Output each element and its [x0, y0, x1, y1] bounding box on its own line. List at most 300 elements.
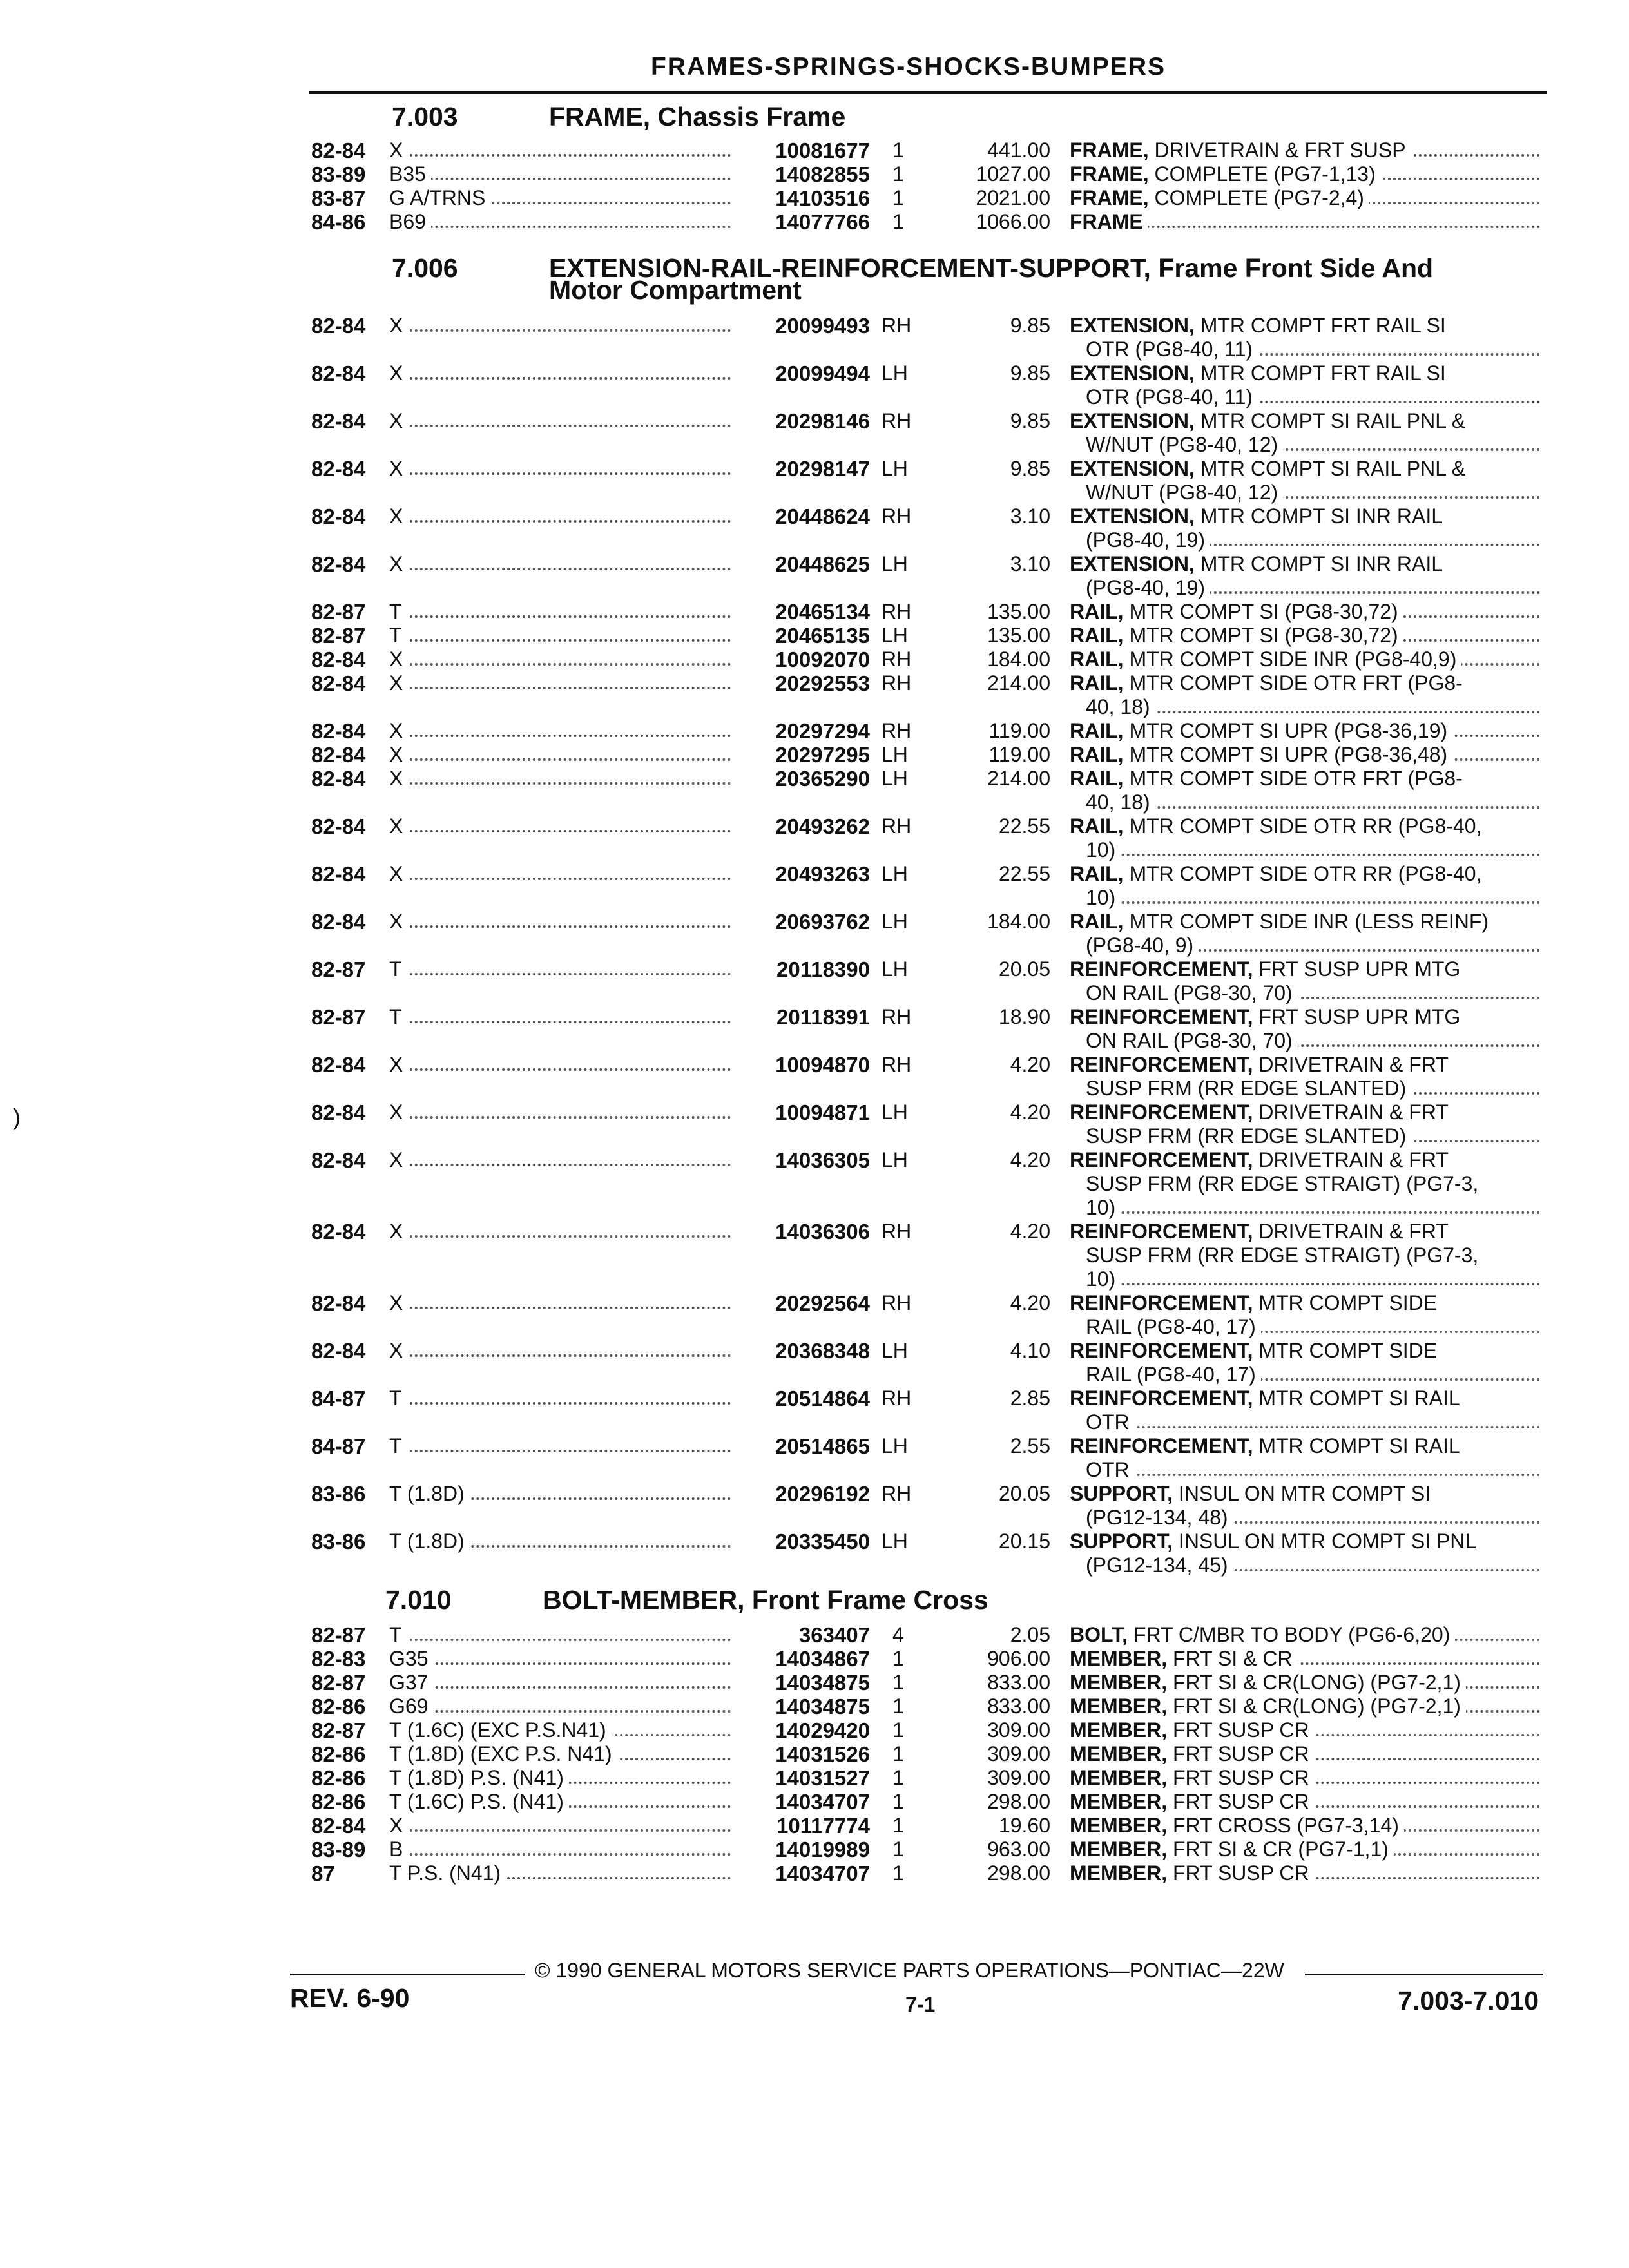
- model-code: [389, 648, 731, 671]
- model-code: [389, 162, 731, 186]
- model-code: [389, 1838, 731, 1861]
- description-text: [1070, 1695, 1466, 1718]
- model-code: [389, 1718, 731, 1742]
- footer-rule-left: [290, 1974, 525, 1975]
- model-years: 82-87: [311, 1005, 366, 1029]
- description-continued: [1086, 1029, 1540, 1053]
- price: 309.00: [987, 1718, 1050, 1742]
- description-text: [1070, 1718, 1315, 1742]
- row-line: [0, 600, 1629, 624]
- model-years: 82-84: [311, 719, 366, 743]
- model-code-text: X: [389, 862, 408, 885]
- description-noun: EXTENSION,: [1070, 409, 1195, 432]
- row-line: [0, 957, 1629, 981]
- part-number: 20099494: [775, 361, 870, 385]
- model-code: [389, 767, 731, 791]
- quantity: 1: [892, 1671, 904, 1694]
- model-code-text: T (1.8D) P.S. (N41): [389, 1766, 569, 1789]
- description: [1070, 210, 1540, 234]
- description-continued-text: 40, 18): [1086, 695, 1155, 718]
- row-line: [0, 767, 1629, 791]
- quantity: LH: [882, 957, 908, 981]
- quantity: RH: [882, 719, 912, 742]
- quantity: LH: [882, 767, 908, 790]
- part-number: 20298147: [775, 457, 870, 481]
- quantity: 1: [892, 1766, 904, 1789]
- model-code-text: T: [389, 1623, 407, 1646]
- description-noun: RAIL,: [1070, 719, 1124, 742]
- description: [1070, 139, 1540, 162]
- model-years: 82-84: [311, 552, 366, 576]
- description-noun: REINFORCEMENT,: [1070, 1148, 1253, 1171]
- description-continued-text: (PG12-134, 48): [1086, 1506, 1233, 1529]
- description-text: [1070, 1482, 1436, 1505]
- description-detail: COMPLETE (PG7-2,4): [1154, 186, 1364, 209]
- description: [1070, 624, 1540, 648]
- model-code: [389, 624, 731, 648]
- description-noun: REINFORCEMENT,: [1070, 1291, 1253, 1314]
- description-noun: REINFORCEMENT,: [1070, 1434, 1253, 1457]
- description-text: [1070, 910, 1494, 933]
- description: [1070, 1695, 1540, 1718]
- model-code: [389, 1053, 731, 1077]
- row-line: [0, 981, 1629, 1005]
- description-detail: INSUL ON MTR COMPT SI PNL: [1178, 1530, 1477, 1553]
- model-years: 82-87: [311, 1718, 366, 1742]
- description-continued-text: SUSP FRM (RR EDGE STRAIGT) (PG7-3,: [1086, 1172, 1483, 1195]
- part-number: 14029420: [775, 1718, 870, 1742]
- row-line: [0, 162, 1629, 186]
- description: [1070, 409, 1540, 433]
- description-text: [1070, 1220, 1454, 1243]
- row-line: [0, 886, 1629, 910]
- description-detail: FRT SUSP CR: [1173, 1766, 1309, 1789]
- model-code-text: X: [389, 1339, 408, 1362]
- quantity: 1: [892, 162, 904, 186]
- row-line: [0, 186, 1629, 210]
- footer-rule-right: [1305, 1974, 1543, 1975]
- row-line: [0, 1124, 1629, 1148]
- quantity: RH: [882, 1482, 912, 1505]
- description: [1070, 1148, 1540, 1172]
- description-text: [1070, 1671, 1466, 1694]
- description-detail: MTR COMPT SIDE: [1258, 1291, 1438, 1314]
- dot-leader: [389, 1853, 731, 1856]
- model-code: [389, 814, 731, 838]
- model-code-text: T: [389, 957, 407, 981]
- description-detail: DRIVETRAIN & FRT SUSP: [1154, 139, 1406, 162]
- dot-leader: [389, 1235, 731, 1238]
- description-detail: FRT SUSP CR: [1173, 1718, 1309, 1742]
- model-code-text: T: [389, 1387, 407, 1410]
- section-title: EXTENSION-RAIL-REINFORCEMENT-SUPPORT, Frame Front Side And: [549, 253, 1434, 283]
- quantity: LH: [882, 1148, 908, 1171]
- row-line: [0, 1100, 1629, 1124]
- quantity: 1: [892, 1861, 904, 1885]
- description-continued: [1086, 481, 1540, 505]
- model-years: 83-87: [311, 186, 366, 210]
- description-continued-text: RAIL (PG8-40, 17): [1086, 1363, 1261, 1386]
- description-detail: DRIVETRAIN & FRT: [1258, 1220, 1449, 1243]
- price: 298.00: [987, 1790, 1050, 1813]
- row-line: [0, 1814, 1629, 1838]
- description-detail: MTR COMPT SI RAIL PNL &: [1200, 409, 1466, 432]
- section-number: 7.010: [385, 1585, 452, 1615]
- description-text: [1070, 1434, 1465, 1457]
- description-detail: FRT SI & CR(LONG) (PG7-2,1): [1173, 1695, 1461, 1718]
- dot-leader: [389, 1402, 731, 1405]
- row-line: [0, 481, 1629, 505]
- description-continued: [1086, 1410, 1540, 1434]
- description-text: [1070, 457, 1470, 480]
- model-years: 83-89: [311, 162, 366, 186]
- description: [1070, 1718, 1540, 1742]
- model-code-text: X: [389, 743, 408, 766]
- quantity: LH: [882, 457, 908, 480]
- quantity: 1: [892, 1790, 904, 1813]
- description-continued: [1086, 838, 1540, 862]
- description-continued-text: (PG8-40, 9): [1086, 934, 1199, 957]
- part-number: 14077766: [775, 210, 870, 234]
- description-continued-text: 10): [1086, 1196, 1121, 1219]
- description-continued-text: SUSP FRM (RR EDGE SLANTED): [1086, 1124, 1411, 1148]
- description-text: [1070, 1100, 1454, 1124]
- row-line: [0, 1005, 1629, 1029]
- description-text: [1070, 210, 1148, 233]
- quantity: RH: [882, 314, 912, 337]
- quantity: RH: [882, 648, 912, 671]
- model-code-text: G69: [389, 1695, 433, 1718]
- model-years: 83-86: [311, 1530, 366, 1553]
- dot-leader: [389, 520, 731, 523]
- part-number: 10094870: [775, 1053, 870, 1077]
- row-line: [0, 1387, 1629, 1410]
- part-number: 20335450: [775, 1530, 870, 1553]
- row-line: [0, 1220, 1629, 1244]
- description-detail: MTR COMPT SI RAIL: [1258, 1434, 1460, 1457]
- quantity: RH: [882, 1291, 912, 1314]
- dot-leader: [389, 735, 731, 737]
- description-noun: RAIL,: [1070, 648, 1124, 671]
- model-code-text: T (1.8D): [389, 1482, 470, 1505]
- description-detail: FRT SI & CR (PG7-1,1): [1173, 1838, 1389, 1861]
- model-years: 82-84: [311, 671, 366, 695]
- description: [1070, 1053, 1540, 1077]
- model-code: [389, 1861, 731, 1885]
- row-line: [0, 719, 1629, 743]
- section-title: FRAME, Chassis Frame: [549, 102, 846, 131]
- quantity: 1: [892, 186, 904, 209]
- description-noun: FRAME,: [1070, 139, 1149, 162]
- description-continued: [1086, 695, 1540, 719]
- price: 4.20: [1010, 1100, 1050, 1124]
- row-line: [0, 385, 1629, 409]
- model-code: [389, 862, 731, 886]
- description-text: [1070, 1861, 1315, 1885]
- model-code: [389, 1434, 731, 1458]
- description-text: [1070, 552, 1448, 575]
- model-years: 82-87: [311, 1623, 366, 1647]
- model-years: 82-84: [311, 1220, 366, 1244]
- description-continued: [1086, 934, 1540, 957]
- description-continued-text: ON RAIL (PG8-30, 70): [1086, 981, 1298, 1004]
- description: [1070, 1790, 1540, 1814]
- description-continued: [1086, 1077, 1540, 1100]
- description: [1070, 671, 1540, 695]
- dot-leader: [1086, 1283, 1540, 1285]
- row-line: [0, 1291, 1629, 1315]
- part-number: 20298146: [775, 409, 870, 433]
- model-code-text: G A/TRNS: [389, 186, 490, 209]
- model-code: [389, 1148, 731, 1172]
- price: 2.05: [1010, 1623, 1050, 1646]
- description-detail: MTR COMPT SIDE OTR FRT (PG8-: [1129, 671, 1463, 695]
- description-detail: MTR COMPT FRT RAIL SI: [1200, 361, 1446, 385]
- model-code: [389, 505, 731, 528]
- price: 3.10: [1010, 505, 1050, 528]
- dot-leader: [389, 329, 731, 332]
- model-code-text: T (1.8D) (EXC P.S. N41): [389, 1742, 617, 1765]
- description-detail: COMPLETE (PG7-1,13): [1154, 162, 1376, 186]
- price: 4.20: [1010, 1148, 1050, 1171]
- model-years: 82-84: [311, 1291, 366, 1315]
- model-years: 82-86: [311, 1766, 366, 1790]
- price: 833.00: [987, 1695, 1050, 1718]
- price: 20.15: [998, 1530, 1050, 1553]
- model-years: 83-89: [311, 1838, 366, 1861]
- quantity: 4: [892, 1623, 904, 1646]
- description-detail: FRT SI & CR: [1173, 1647, 1293, 1670]
- model-years: 82-87: [311, 600, 366, 624]
- quantity: 1: [892, 1742, 904, 1765]
- quantity: 1: [892, 139, 904, 162]
- description-continued: [1086, 1244, 1540, 1267]
- row-line: [0, 314, 1629, 338]
- quantity: RH: [882, 1387, 912, 1410]
- row-line: [0, 409, 1629, 433]
- model-years: 82-86: [311, 1742, 366, 1766]
- model-years: 82-84: [311, 505, 366, 528]
- description-noun: FRAME,: [1070, 162, 1149, 186]
- quantity: 1: [892, 1695, 904, 1718]
- dot-leader: [389, 1021, 731, 1023]
- model-years: 82-84: [311, 139, 366, 162]
- description-noun: MEMBER,: [1070, 1861, 1168, 1885]
- model-code-text: T: [389, 600, 407, 623]
- row-line: [0, 1196, 1629, 1220]
- model-years: 82-87: [311, 957, 366, 981]
- description-detail: FRT SUSP CR: [1173, 1861, 1309, 1885]
- part-number: 20465135: [775, 624, 870, 648]
- dot-leader: [389, 615, 731, 618]
- part-number: 20118391: [776, 1005, 870, 1029]
- description: [1070, 1647, 1540, 1671]
- description-noun: REINFORCEMENT,: [1070, 1339, 1253, 1362]
- dot-leader: [1086, 1474, 1540, 1476]
- model-code-text: X: [389, 767, 408, 790]
- description-text: [1070, 1005, 1465, 1028]
- quantity: LH: [882, 862, 908, 885]
- section-title-continued: Motor Compartment: [549, 275, 802, 305]
- description: [1070, 719, 1540, 743]
- description-noun: RAIL,: [1070, 671, 1124, 695]
- model-code: [389, 1339, 731, 1363]
- section-title: BOLT-MEMBER, Front Frame Cross: [543, 1585, 988, 1615]
- price: 214.00: [987, 767, 1050, 790]
- description: [1070, 600, 1540, 624]
- dot-leader: [389, 226, 731, 228]
- row-line: [0, 1506, 1629, 1530]
- description-noun: RAIL,: [1070, 767, 1124, 790]
- description: [1070, 1100, 1540, 1124]
- dot-leader: [1086, 1426, 1540, 1428]
- quantity: 1: [892, 1814, 904, 1837]
- row-line: [0, 1671, 1629, 1695]
- description-noun: MEMBER,: [1070, 1814, 1168, 1837]
- part-number: 14031526: [775, 1742, 870, 1766]
- row-line: [0, 1363, 1629, 1387]
- description-noun: EXTENSION,: [1070, 314, 1195, 337]
- part-number: 14082855: [775, 162, 870, 186]
- model-code: [389, 1220, 731, 1244]
- quantity: RH: [882, 1005, 912, 1028]
- quantity: LH: [882, 1100, 908, 1124]
- dot-leader: [389, 1639, 731, 1641]
- model-code-text: X: [389, 910, 408, 933]
- quantity: LH: [882, 552, 908, 575]
- model-code: [389, 671, 731, 695]
- price: 963.00: [987, 1838, 1050, 1861]
- description: [1070, 957, 1540, 981]
- part-number: 20493262: [775, 814, 870, 838]
- model-code: [389, 210, 731, 234]
- dot-leader: [1086, 1211, 1540, 1214]
- description-noun: MEMBER,: [1070, 1647, 1168, 1670]
- model-code-text: X: [389, 648, 408, 671]
- row-line: [0, 743, 1629, 767]
- model-years: 82-84: [311, 361, 366, 385]
- part-number: 14034707: [775, 1790, 870, 1814]
- row-line: [0, 814, 1629, 838]
- row-line: [0, 1077, 1629, 1100]
- description-continued: [1086, 1458, 1540, 1482]
- model-years: 82-84: [311, 1339, 366, 1363]
- footer-copyright: © 1990 GENERAL MOTORS SERVICE PARTS OPERATIONS—PONTIAC—22W: [535, 1959, 1284, 1982]
- description-detail: MTR COMPT FRT RAIL SI: [1200, 314, 1446, 337]
- part-number: 363407: [798, 1623, 870, 1647]
- description-text: [1070, 814, 1487, 838]
- model-years: 83-86: [311, 1482, 366, 1506]
- description-noun: REINFORCEMENT,: [1070, 1053, 1253, 1076]
- model-code: [389, 139, 731, 162]
- description-noun: EXTENSION,: [1070, 552, 1195, 575]
- part-number: 14103516: [775, 186, 870, 210]
- description-text: [1070, 600, 1403, 623]
- description-noun: EXTENSION,: [1070, 457, 1195, 480]
- description-detail: MTR COMPT SI UPR (PG8-36,48): [1129, 743, 1448, 766]
- model-years: 82-84: [311, 409, 366, 433]
- description-text: [1070, 361, 1451, 385]
- price: 9.85: [1010, 457, 1050, 480]
- part-number: 10092070: [775, 648, 870, 671]
- dot-leader: [389, 1307, 731, 1309]
- row-line: [0, 552, 1629, 576]
- description-detail: FRT SUSP CR: [1173, 1742, 1309, 1765]
- description: [1070, 186, 1540, 210]
- description-detail: MTR COMPT SIDE: [1258, 1339, 1438, 1362]
- quantity: RH: [882, 671, 912, 695]
- model-code-text: X: [389, 505, 408, 528]
- description-noun: MEMBER,: [1070, 1718, 1168, 1742]
- description-noun: FRAME,: [1070, 186, 1149, 209]
- description: [1070, 814, 1540, 838]
- model-code: [389, 1790, 731, 1814]
- footer-section-range: 7.003-7.010: [1398, 1986, 1539, 2015]
- description: [1070, 1766, 1540, 1790]
- dot-leader: [389, 425, 731, 427]
- dot-leader: [389, 973, 731, 975]
- description-text: [1070, 1838, 1394, 1861]
- part-number: 20118390: [776, 957, 870, 981]
- model-code: [389, 457, 731, 481]
- model-code: [389, 1814, 731, 1838]
- price: 214.00: [987, 671, 1050, 695]
- description-continued: [1086, 1553, 1540, 1577]
- row-line: [0, 1434, 1629, 1458]
- description-text: [1070, 767, 1468, 790]
- description-noun: EXTENSION,: [1070, 361, 1195, 385]
- part-number: 20099493: [775, 314, 870, 338]
- description-detail: MTR COMPT SI RAIL PNL &: [1200, 457, 1466, 480]
- part-number: 10081677: [775, 139, 870, 162]
- model-code-text: X: [389, 139, 408, 162]
- description: [1070, 361, 1540, 385]
- description-noun: REINFORCEMENT,: [1070, 957, 1253, 981]
- dot-leader: [1086, 901, 1540, 904]
- part-number: 14034867: [775, 1647, 870, 1671]
- row-line: [0, 1172, 1629, 1196]
- page-header-title: FRAMES-SPRINGS-SHOCKS-BUMPERS: [651, 53, 1166, 81]
- price: 184.00: [987, 648, 1050, 671]
- description: [1070, 1814, 1540, 1838]
- model-code: [389, 1291, 731, 1315]
- model-code: [389, 1100, 731, 1124]
- description-detail: MTR COMPT SIDE OTR RR (PG8-40,: [1129, 862, 1482, 885]
- description-continued: [1086, 338, 1540, 361]
- description-noun: EXTENSION,: [1070, 505, 1195, 528]
- row-line: [0, 1742, 1629, 1766]
- model-code-text: X: [389, 552, 408, 575]
- description-detail: MTR COMPT SI INR RAIL: [1200, 552, 1443, 575]
- dot-leader: [389, 178, 731, 180]
- description-text: [1070, 1291, 1442, 1314]
- dot-leader: [389, 878, 731, 880]
- price: 119.00: [988, 743, 1050, 766]
- description-noun: RAIL,: [1070, 910, 1124, 933]
- price: 119.00: [988, 719, 1050, 742]
- row-line: [0, 1482, 1629, 1506]
- part-number: 20514865: [775, 1434, 870, 1458]
- part-number: 14034875: [775, 1671, 870, 1695]
- model-code: [389, 1623, 731, 1647]
- quantity: RH: [882, 409, 912, 432]
- quantity: RH: [882, 1220, 912, 1243]
- description: [1070, 910, 1540, 934]
- model-code-text: T: [389, 624, 407, 647]
- quantity: LH: [882, 624, 908, 647]
- description: [1070, 457, 1540, 481]
- description-detail: INSUL ON MTR COMPT SI: [1178, 1482, 1431, 1505]
